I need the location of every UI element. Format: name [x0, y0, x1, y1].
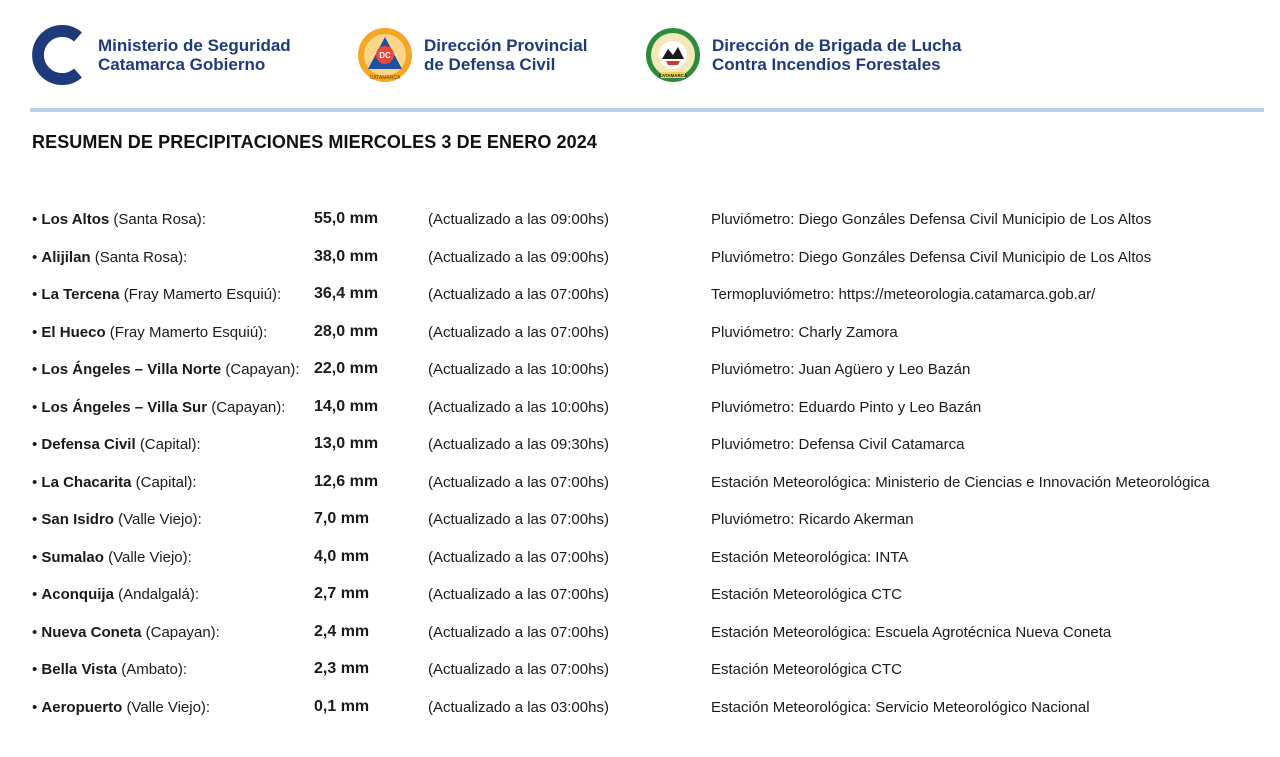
- location-name: Aconquija: [41, 586, 114, 603]
- location-cell: [32, 286, 281, 303]
- update-time: (Actualizado a las 07:00hs): [428, 586, 609, 603]
- defensa-civil-logo-block: [356, 24, 587, 86]
- defensa-civil-name-line2: de Defensa Civil: [424, 55, 556, 74]
- location-cell: [32, 399, 285, 416]
- brigada-name: [712, 36, 961, 74]
- location-department: (Andalgalá):: [118, 586, 199, 603]
- precipitation-value: 0,1 mm: [314, 697, 370, 715]
- location-department: (Valle Viejo):: [118, 511, 202, 528]
- update-time: (Actualizado a las 07:00hs): [428, 473, 609, 491]
- location-name: Los Altos: [41, 211, 110, 228]
- defensa-civil-name-line1: Dirección Provincial: [424, 36, 588, 55]
- precipitation-row: [0, 278, 1280, 316]
- brigada-incendios-seal-icon: [644, 25, 702, 85]
- location-department: (Santa Rosa):: [94, 248, 188, 266]
- ministerio-seguridad-logo-icon: [30, 25, 88, 85]
- page-title: RESUMEN DE PRECIPITACIONES MIERCOLES 3 DE ENERO 2024: [32, 132, 597, 152]
- brigada-name-line2: Contra Incendios Forestales: [712, 55, 941, 74]
- location-cell: [32, 549, 192, 566]
- location-department: (Ambato):: [121, 661, 188, 678]
- bullet-icon: •: [32, 511, 42, 528]
- update-time: (Actualizado a las 10:00hs): [428, 398, 609, 416]
- location-name: El Hueco: [41, 323, 106, 341]
- measurement-source: Pluviómetro: Defensa Civil Catamarca: [711, 436, 965, 453]
- location-department: (Fray Mamerto Esquiú):: [109, 323, 268, 341]
- location-name: Defensa Civil: [41, 436, 136, 453]
- measurement-source: Estación Meteorológica CTC: [711, 586, 902, 603]
- location-cell: [32, 211, 206, 228]
- location-name: La Tercena: [41, 286, 120, 303]
- location-name: Nueva Coneta: [41, 623, 142, 641]
- precipitation-row: [0, 616, 1280, 654]
- location-cell: [32, 699, 210, 716]
- precipitation-value: 22,0 mm: [314, 360, 379, 377]
- location-department: (Capital):: [139, 436, 201, 453]
- bullet-icon: •: [32, 586, 42, 603]
- precipitation-row: [0, 241, 1280, 279]
- measurement-source: Pluviómetro: Charly Zamora: [711, 323, 898, 341]
- bullet-icon: •: [32, 361, 42, 378]
- precipitation-value: 12,6 mm: [314, 472, 379, 490]
- precipitation-value: 13,0 mm: [314, 435, 379, 452]
- bullet-icon: •: [32, 548, 42, 566]
- location-department: (Capayan):: [211, 398, 286, 416]
- precipitation-row: [0, 316, 1280, 354]
- update-time: (Actualizado a las 07:00hs): [428, 286, 609, 303]
- location-department: (Capayan):: [145, 623, 220, 641]
- location-department: (Valle Viejo):: [108, 548, 192, 566]
- location-department: (Fray Mamerto Esquiú):: [123, 286, 282, 303]
- location-cell: [32, 436, 201, 453]
- measurement-source: Estación Meteorológica: Escuela Agrotécnica Nueva Coneta: [711, 623, 1112, 641]
- location-cell: [32, 474, 197, 491]
- location-name: Los Ángeles – Villa Norte: [41, 361, 222, 378]
- update-time: (Actualizado a las 07:00hs): [428, 548, 609, 566]
- location-cell: [32, 324, 267, 341]
- brigada-logo-block: [644, 24, 961, 86]
- measurement-source: Estación Meteorológica CTC: [711, 661, 902, 678]
- update-time: (Actualizado a las 09:30hs): [428, 436, 609, 453]
- precipitation-value: 36,4 mm: [314, 285, 379, 302]
- document-header: [0, 0, 1280, 108]
- precipitation-value: 7,0 mm: [314, 510, 370, 527]
- precipitation-value: 55,0 mm: [314, 210, 379, 227]
- bullet-icon: •: [32, 473, 42, 491]
- location-name: Bella Vista: [41, 661, 118, 678]
- precipitation-value: 2,3 mm: [314, 660, 370, 677]
- update-time: (Actualizado a las 07:00hs): [428, 623, 609, 641]
- defensa-civil-badge-text: DC: [379, 51, 391, 60]
- update-time: (Actualizado a las 07:00hs): [428, 511, 609, 528]
- location-department: (Santa Rosa):: [113, 211, 206, 228]
- location-department: (Capital):: [135, 473, 197, 491]
- defensa-civil-name: [424, 36, 587, 74]
- precipitation-value: 4,0 mm: [314, 547, 370, 565]
- bullet-icon: •: [32, 623, 42, 641]
- precipitation-value: 2,7 mm: [314, 585, 370, 602]
- precipitation-row: [0, 391, 1280, 429]
- location-cell: [32, 586, 199, 603]
- location-cell: [32, 661, 187, 678]
- ministerio-name-line2: Catamarca Gobierno: [98, 55, 266, 74]
- ministerio-name: [98, 36, 291, 74]
- location-name: La Chacarita: [41, 473, 132, 491]
- precipitation-row: [0, 428, 1280, 466]
- measurement-source: Estación Meteorológica: Servicio Meteorológico Nacional: [711, 698, 1090, 716]
- location-cell: [32, 511, 202, 528]
- location-cell: [32, 361, 300, 378]
- precipitation-row: [0, 466, 1280, 504]
- ministerio-logo-block: [30, 24, 291, 86]
- precipitation-row: [0, 691, 1280, 729]
- location-department: (Capayan):: [225, 361, 300, 378]
- bullet-icon: •: [32, 436, 42, 453]
- defensa-civil-seal-text: CATAMARCA: [369, 75, 401, 81]
- precipitation-row: [0, 203, 1280, 241]
- measurement-source: Pluviómetro: Ricardo Akerman: [711, 511, 914, 528]
- update-time: (Actualizado a las 10:00hs): [428, 361, 609, 378]
- precipitation-list: [0, 203, 1280, 728]
- location-name: Aeropuerto: [41, 698, 123, 716]
- update-time: (Actualizado a las 09:00hs): [428, 211, 609, 228]
- brigada-name-line1: Dirección de Brigada de Lucha: [712, 36, 962, 55]
- bullet-icon: •: [32, 286, 42, 303]
- update-time: (Actualizado a las 09:00hs): [428, 248, 609, 266]
- update-time: (Actualizado a las 07:00hs): [428, 323, 609, 341]
- precipitation-value: 38,0 mm: [314, 247, 379, 265]
- ministerio-name-line1: Ministerio de Seguridad: [98, 36, 291, 55]
- bullet-icon: •: [32, 398, 42, 416]
- location-name: Los Ángeles – Villa Sur: [41, 398, 208, 416]
- location-department: (Valle Viejo):: [126, 698, 211, 716]
- precipitation-value: 2,4 mm: [314, 622, 370, 640]
- precipitation-row: [0, 653, 1280, 691]
- precipitation-row: [0, 578, 1280, 616]
- measurement-source: Pluviómetro: Diego Gonzáles Defensa Civil Municipio de Los Altos: [711, 211, 1152, 228]
- measurement-source: Pluviómetro: Juan Agüero y Leo Bazán: [711, 361, 971, 378]
- location-cell: [32, 249, 187, 266]
- precipitation-value: 14,0 mm: [314, 397, 379, 415]
- location-name: San Isidro: [41, 511, 114, 528]
- measurement-source: Pluviómetro: Diego Gonzáles Defensa Civil Municipio de Los Altos: [711, 248, 1152, 266]
- brigada-seal-text: CATAMARCA: [658, 73, 688, 78]
- precipitation-value: 28,0 mm: [314, 322, 379, 340]
- measurement-source: Pluviómetro: Eduardo Pinto y Leo Bazán: [711, 398, 982, 416]
- bullet-icon: •: [32, 323, 42, 341]
- location-name: Sumalao: [41, 548, 104, 566]
- measurement-source: Estación Meteorológica: INTA: [711, 548, 909, 566]
- update-time: (Actualizado a las 07:00hs): [428, 661, 609, 678]
- header-divider: [30, 108, 1264, 112]
- bullet-icon: •: [32, 211, 42, 228]
- bullet-icon: •: [32, 698, 42, 716]
- measurement-source: Estación Meteorológica: Ministerio de Ciencias e Innovación Meteorológica: [711, 473, 1210, 491]
- precipitation-row: [0, 353, 1280, 391]
- bullet-icon: •: [32, 248, 42, 266]
- location-name: Alijilan: [41, 248, 91, 266]
- bullet-icon: •: [32, 661, 42, 678]
- precipitation-row: [0, 541, 1280, 579]
- defensa-civil-seal-icon: [356, 25, 414, 85]
- update-time: (Actualizado a las 03:00hs): [428, 698, 609, 716]
- precipitation-row: [0, 503, 1280, 541]
- measurement-source: Termopluviómetro: https://meteorologia.catamarca.gob.ar/: [711, 286, 1096, 303]
- location-cell: [32, 624, 220, 641]
